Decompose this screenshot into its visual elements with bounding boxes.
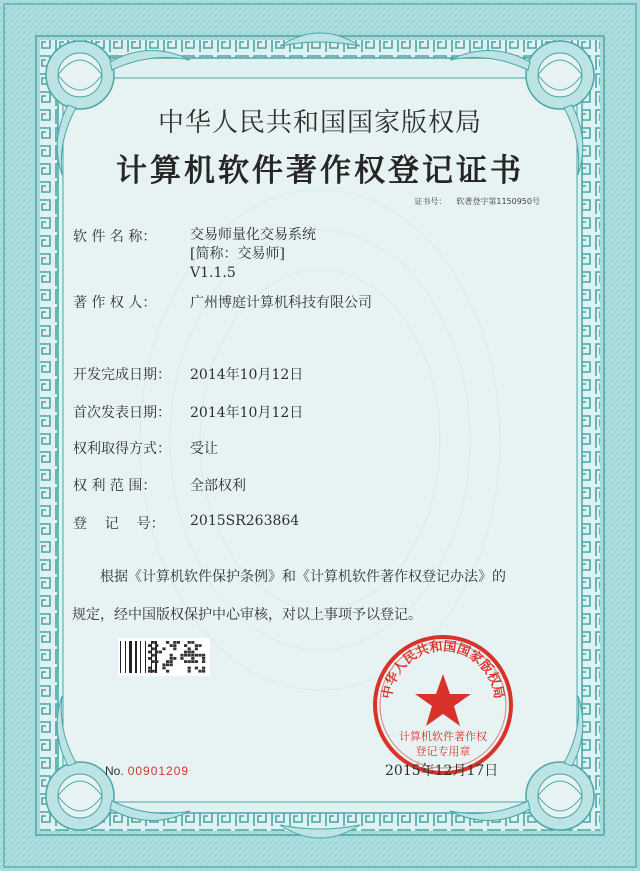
- certificate-number-label: 证书号：: [414, 197, 447, 206]
- completion-date-value: 2014年10月12日: [190, 367, 304, 383]
- issuer-title: 中华人民共和国国家版权局: [157, 108, 482, 138]
- acquisition-method-value: 受让: [190, 441, 218, 457]
- barcode-graphic: [118, 638, 210, 676]
- statement-line-2: 规定，经中国版权保护中心审核，对以上事项予以登记。: [72, 607, 422, 623]
- copyright-owner-value: 广州博庭计算机科技有限公司: [190, 295, 372, 311]
- rights-scope-label: 权 利 范 围：: [73, 478, 157, 494]
- star-icon: [415, 674, 471, 726]
- registration-number-value: 2015SR263864: [190, 513, 300, 529]
- statement-line-1: 根据《计算机软件保护条例》和《计算机软件著作权登记办法》的: [100, 569, 506, 585]
- certificate-number: [404, 196, 540, 207]
- official-seal: [370, 632, 516, 778]
- registration-statement: [72, 558, 572, 634]
- software-name-block: [190, 226, 316, 283]
- seal-graphic: [370, 632, 516, 778]
- barcode: [118, 638, 210, 676]
- software-name: 交易师量化交易系统: [190, 227, 316, 243]
- registration-number-label: 登 记 号：: [73, 516, 165, 532]
- serial-number-value: 00901209: [127, 764, 190, 778]
- serial-number: [105, 764, 189, 778]
- first-publication-date-label: 首次发表日期：: [73, 405, 171, 421]
- copyright-owner-label: 著 作 权 人：: [73, 295, 157, 311]
- seal-inner-line-1: 计算机软件著作权: [399, 730, 487, 743]
- seal-outer-text: 中华人民共和国国家版权局: [379, 639, 507, 701]
- rights-scope-value: 全部权利: [190, 478, 246, 494]
- software-version: V1.1.5: [190, 265, 236, 281]
- seal-inner-line-2: 登记专用章: [415, 745, 471, 758]
- acquisition-method-label: 权利取得方式：: [73, 441, 171, 457]
- software-short-name: [简称：交易师]: [190, 246, 285, 262]
- certificate-number-value: 软著登字第1150950号: [456, 197, 540, 206]
- certificate-title: 计算机软件著作权登记证书: [116, 153, 524, 189]
- issue-date: 2015年12月17日: [385, 763, 499, 779]
- software-name-label: 软 件 名 称：: [73, 229, 157, 245]
- serial-number-label: No.: [105, 764, 124, 778]
- first-publication-date-value: 2014年10月12日: [190, 405, 304, 421]
- completion-date-label: 开发完成日期：: [73, 367, 171, 383]
